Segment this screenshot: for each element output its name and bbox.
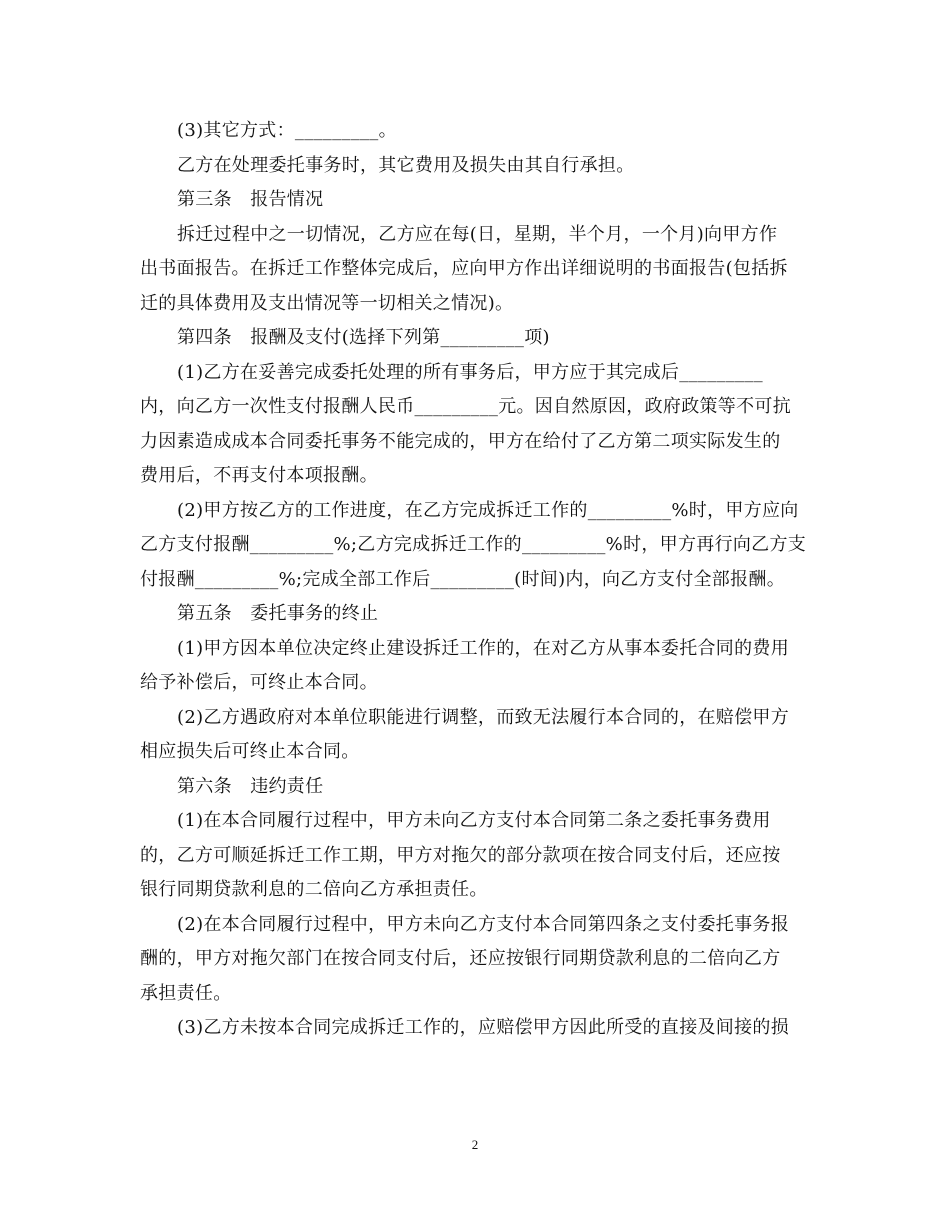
paragraph-line: 承担责任。 <box>140 982 232 1004</box>
section-heading: 第三条 报告情况 <box>177 189 324 210</box>
paragraph-line: (3)其它方式：_________。 <box>177 120 397 141</box>
paragraph-line: 拆迁过程中之一切情况，乙方应在每(日，星期，半个月，一个月)向甲方作 <box>177 223 778 245</box>
page-number: 2 <box>471 1137 479 1152</box>
paragraph-line: (1)乙方在妥善完成委托处理的所有事务后，甲方应于其完成后_________ <box>177 361 763 383</box>
paragraph-line: 力因素造成成本合同委托事务不能完成的，甲方在给付了乙方第二项实际发生的 <box>140 430 781 452</box>
paragraph-line: (2)甲方按乙方的工作进度，在乙方完成拆迁工作的_________%时，甲方应向 <box>177 499 799 521</box>
paragraph-line: 付报酬_________%;完成全部工作后_________(时间)内，向乙方支付全部报酬。 <box>140 568 786 590</box>
paragraph-line: 给予补偿后，可终止本合同。 <box>140 672 378 693</box>
paragraph-line: 费用后，不再支付本项报酬。 <box>140 465 378 486</box>
section-heading: 第六条 违约责任 <box>177 775 324 797</box>
paragraph-line: (1)在本合同履行过程中，甲方未向乙方支付本合同第二条之委托事务费用 <box>177 810 771 831</box>
paragraph-line: 酬的，甲方对拖欠部门在按合同支付后，还应按银行同期贷款利息的二倍向乙方 <box>140 948 781 969</box>
paragraph-line: 出书面报告。在拆迁工作整体完成后，应向甲方作出详细说明的书面报告(包括拆 <box>140 258 788 279</box>
paragraph-line: 乙方支付报酬_________%;乙方完成拆迁工作的_________%时，甲方再行向乙方支 <box>140 534 807 555</box>
paragraph-line: 相应损失后可终止本合同。 <box>140 741 360 762</box>
section-heading: 第四条 报酬及支付(选择下列第_________项) <box>177 327 550 348</box>
paragraph-line: (3)乙方未按本合同完成拆迁工作的，应赔偿甲方因此所受的直接及间接的损 <box>177 1017 789 1038</box>
paragraph-line: 银行同期贷款利息的二倍向乙方承担责任。 <box>140 879 488 900</box>
paragraph-line: 的，乙方可顺延拆迁工作工期，甲方对拖欠的部分款项在按合同支付后，还应按 <box>140 844 781 866</box>
paragraph-line: 迁的具体费用及支出情况等一切相关之情况)。 <box>140 292 514 314</box>
paragraph-line: (2)在本合同履行过程中，甲方未向乙方支付本合同第四条之支付委托事务报 <box>177 913 789 935</box>
paragraph-line: 内，向乙方一次性支付报酬人民币_________元。因自然原因，政府政策等不可抗 <box>140 396 791 417</box>
paragraph-line: 乙方在处理委托事务时，其它费用及损失由其自行承担。 <box>177 154 635 176</box>
document-body <box>140 114 810 1046</box>
paragraph-line: (1)甲方因本单位决定终止建设拆迁工作的，在对乙方从事本委托合同的费用 <box>177 637 789 659</box>
paragraph-line: (2)乙方遇政府对本单位职能进行调整，而致无法履行本合同的，在赔偿甲方 <box>177 706 789 728</box>
section-heading: 第五条 委托事务的终止 <box>177 603 379 624</box>
